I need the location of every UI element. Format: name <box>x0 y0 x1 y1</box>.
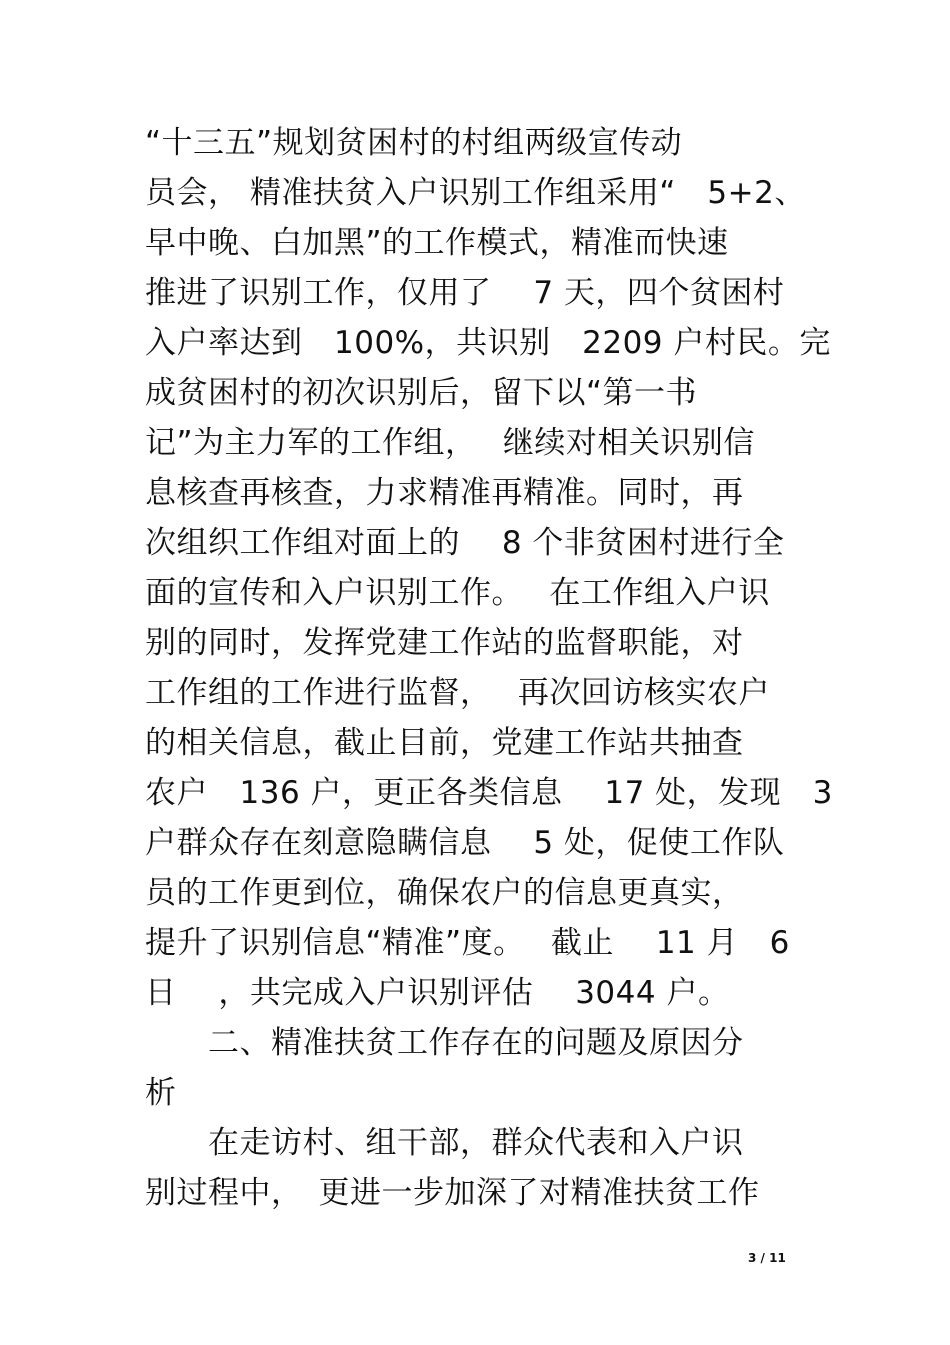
page-number: 3 / 11 <box>748 1251 786 1265</box>
body-text-line: “十三五”规划贫困村的村组两级宣传动 <box>145 125 683 161</box>
body-text-line: 员会， 精准扶贫入户识别工作组采用“ 5+2、 <box>145 175 806 211</box>
body-text-line: 推进了识别工作，仅用了 7 天，四个贫困村 <box>145 275 785 311</box>
body-text-line: 员的工作更到位，确保农户的信息更真实， <box>145 875 744 911</box>
section-heading: 二、精准扶贫工作存在的问题及原因分 <box>145 1025 744 1061</box>
body-text-line: 入户率达到 100%，共识别 2209 户村民。完 <box>145 325 831 361</box>
section-heading-continuation: 析 <box>145 1075 177 1111</box>
body-text-line: 次组织工作组对面上的 8 个非贫困村进行全 <box>145 525 785 561</box>
body-text-line: 早中晚、白加黑”的工作模式，精准而快速 <box>145 225 729 261</box>
body-text-line: 日 ，共完成入户识别评估 3044 户。 <box>145 975 730 1011</box>
body-text-line: 提升了识别信息“精准”度。 截止 11 月 6 <box>145 925 790 961</box>
body-text-line: 的相关信息，截止目前，党建工作站共抽查 <box>145 725 744 761</box>
body-text-line: 别的同时，发挥党建工作站的监督职能，对 <box>145 625 744 661</box>
body-text-line: 别过程中， 更进一步加深了对精准扶贫工作 <box>145 1175 760 1211</box>
body-text-line: 农户 136 户，更正各类信息 17 处，发现 3 <box>145 775 833 811</box>
body-text-line: 成贫困村的初次识别后，留下以“第一书 <box>145 375 698 411</box>
body-text-line: 在走访村、组干部，群众代表和入户识 <box>145 1125 744 1161</box>
body-text-line: 工作组的工作进行监督， 再次回访核实农户 <box>145 675 770 711</box>
body-text-line: 户群众存在刻意隐瞒信息 5 处，促使工作队 <box>145 825 785 861</box>
body-text-line: 息核查再核查，力求精准再精准。同时，再 <box>145 475 744 511</box>
body-text-line: 面的宣传和入户识别工作。 在工作组入户识 <box>145 575 770 611</box>
body-text-line: 记”为主力军的工作组， 继续对相关识别信 <box>145 425 755 461</box>
